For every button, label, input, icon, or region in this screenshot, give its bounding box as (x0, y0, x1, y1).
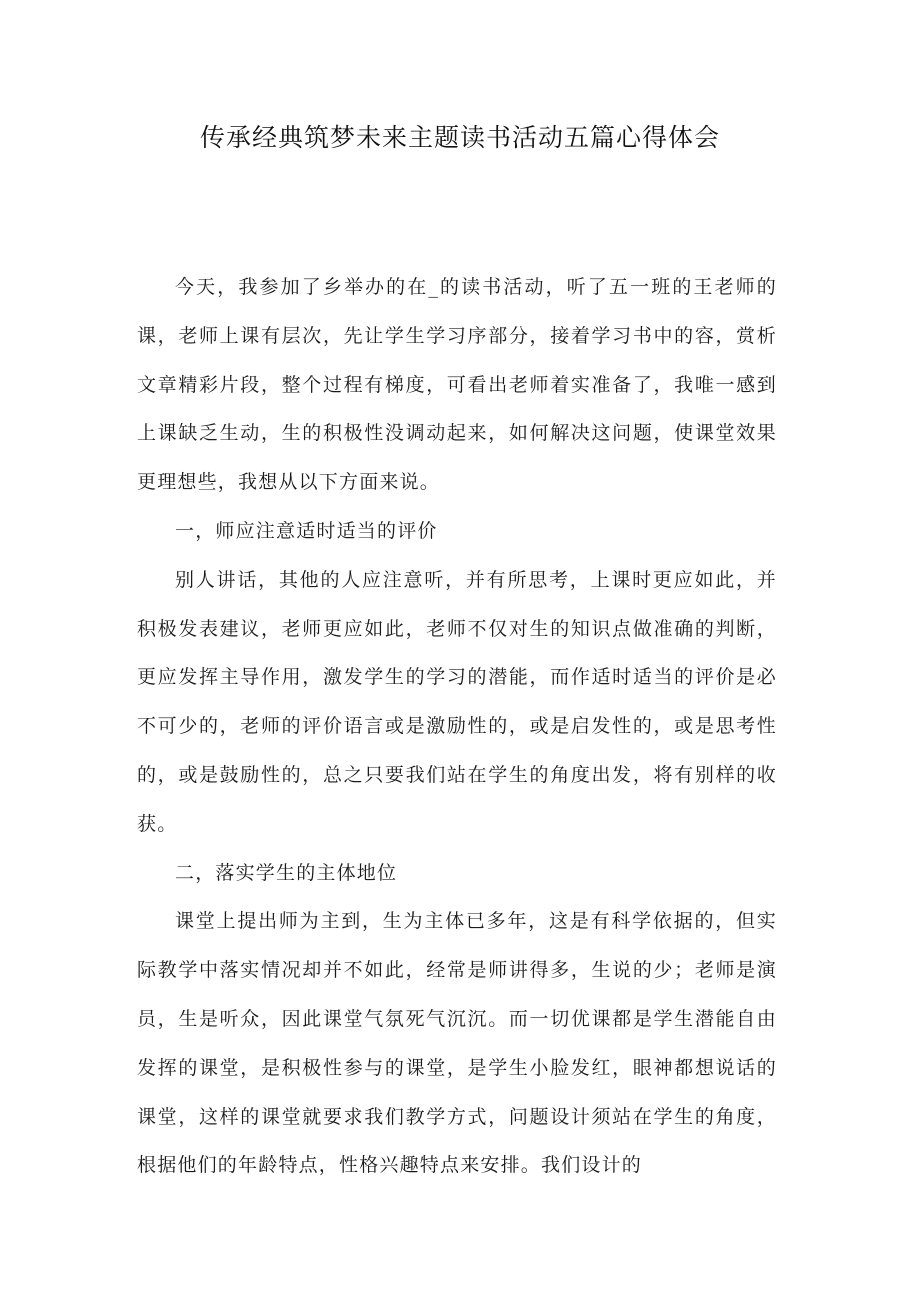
paragraph-intro: 今天，我参加了乡举办的在_的读书活动，听了五一班的王老师的课，老师上课有层次，先让学生学习序部分，接着学习书中的容，赏析文章精彩片段，整个过程有梯度，可看出老师着实准备了，我唯一感到上课缺乏生动，生的积极性没调动起来，如何解决这问题，使课堂效果更理想些，我想从以下方面来说。 (137, 276, 777, 494)
document-title: 传承经典筑梦未来主题读书活动五篇心得体会 (199, 123, 720, 152)
paragraph-section-1: 别人讲话，其他的人应注意听，并有所思考，上课时更应如此，并积极发表建议，老师更应如此，老师不仅对生的知识点做准确的判断，更应发挥主导作用，激发学生的学习的潜能，而作适时适当的评价是必不可少的，老师的评价语言或是激励性的，或是启发性的，或是思考性的，或是鼓励性的，总之只要我们站在学生的角度出发，将有别样的收获。 (137, 568, 777, 835)
paragraph-section-2: 课堂上提出师为主到，生为主体已多年，这是有科学依据的，但实际教学中落实情况却并不如此，经常是师讲得多，生说的少；老师是演员，生是听众，因此课堂气氛死气沉沉。而一切优课都是学生潜能自由发挥的课堂，是积极性参与的课堂，是学生小脸发红，眼神都想说话的课堂，这样的课堂就要求我们教学方式，问题设计须站在学生的角度，根据他们的年龄特点，性格兴趣特点来安排。我们设计的 (137, 910, 777, 1177)
section-heading-1: 一，师应注意适时适当的评价 (175, 519, 438, 542)
document-body (137, 263, 777, 1190)
section-heading-2: 二，落实学生的主体地位 (175, 861, 398, 884)
